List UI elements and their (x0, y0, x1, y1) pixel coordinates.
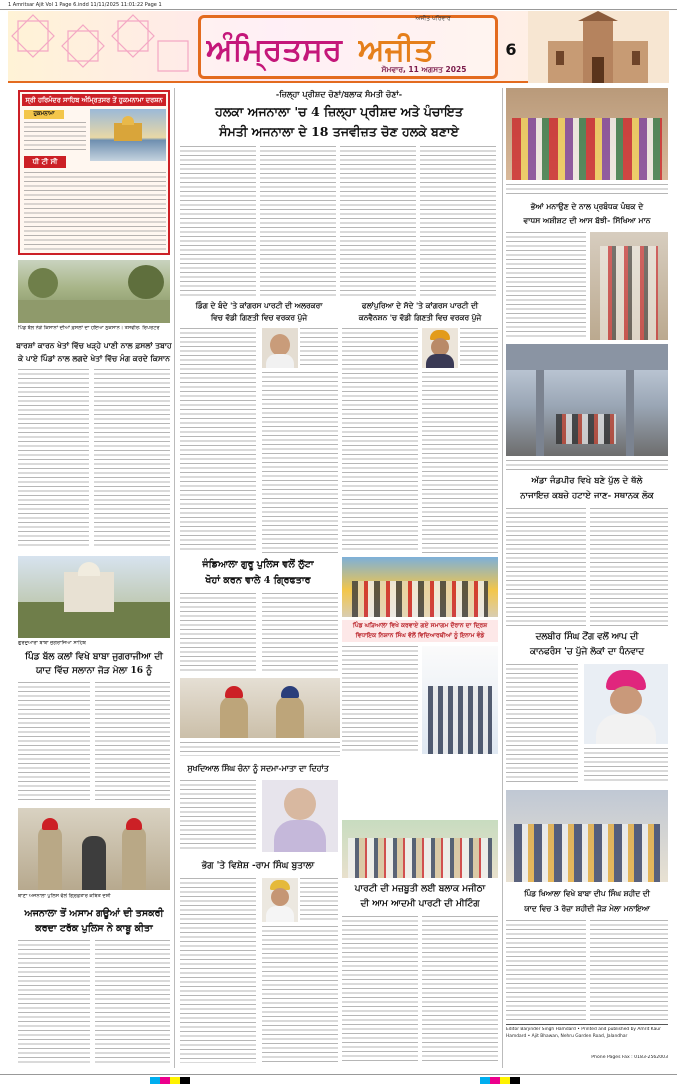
gurdwara-photo (18, 556, 170, 638)
article-column (422, 372, 498, 553)
shirt-shape (274, 820, 326, 852)
masthead-date: ਸੋਮਵਾਰ, 11 ਅਗਸਤ 2025 (381, 65, 467, 74)
headline: ਡਿੰਗ ਦੇ ਬੰਦੇ 'ਤੇ ਕਾਂਗਰਸ ਪਾਰਟੀ ਦੀ ਅਲਰਕਰਾ (195, 301, 323, 310)
crop-rule (0, 1074, 677, 1075)
turban-shape (42, 818, 58, 830)
article-column (180, 328, 256, 553)
photo-caption: ਥਾਣਾ ਅਜਨਾਲਾ ਪੁਲਿਸ ਵੱਲੋਂ ਗ੍ਰਿਫ਼ਤਾਰ ਕਥਿਤ ਦੋਸ਼ੀ (18, 893, 111, 899)
meeting-photo (342, 820, 498, 878)
article-column (506, 920, 586, 1020)
shirt-shape (266, 906, 294, 922)
imprint-text: Editor Barjinder Singh Hamdard • Printed and published by Amrit Kaur Hamdard • Ajit Bhawan, Nehru Garden Road, Jalandhar (506, 1027, 661, 1039)
lead-kicker: -ਜ਼ਿਲ੍ਹਾ ਪ੍ਰੀਸ਼ਦ ਚੋਣਾਂ/ਬਲਾਕ ਸੰਮਤੀ ਚੋਣਾਂ- (275, 89, 403, 99)
article-column (300, 878, 338, 922)
article-column (18, 940, 90, 1065)
person-shape (82, 836, 106, 890)
stage-photo (422, 646, 498, 754)
turban-shape (225, 686, 243, 698)
shirt-shape (266, 354, 294, 368)
hukamnama-text (24, 122, 86, 152)
phone-line: Phone Pages Fax : 0183-2562003 (591, 1055, 668, 1060)
article-column (18, 682, 90, 802)
lead-headline: ਸੰਮਤੀ ਅਜਨਾਲਾ ਦੇ 18 ਤਜਵੀਜ਼ਤ ਚੋਣ ਹਲਕੇ ਬਣਾਏ (219, 124, 459, 139)
article-column (260, 146, 336, 296)
article-column (262, 372, 338, 553)
portrait-photo (262, 878, 298, 922)
article-column (180, 742, 340, 756)
masthead-city: ਅੰਮ੍ਰਿਤਸਰ (206, 32, 342, 68)
bridge-deck-shape (506, 344, 668, 370)
pillar-shape (626, 370, 634, 456)
article-column (340, 146, 416, 296)
hukamnama-title: ਸ੍ਰੀ ਹਰਿਮੰਦਰ ਸਾਹਿਬ ਅੰਮ੍ਰਿਤਸਰ ਤੋਂ ਹੁਕਮਨਾਮਾ ਦਰਸ਼ਨ (22, 94, 166, 106)
article-column (262, 926, 338, 1063)
headline: ਦੀ ਆਮ ਆਦਮੀ ਪਾਰਟੀ ਦੀ ਮੀਟਿੰਗ (360, 899, 480, 909)
shirt-shape (426, 354, 454, 368)
article-column (94, 369, 170, 549)
headline: ਭੋਆਂ ਮਨਾਉਣ ਦੇ ਨਾਲ ਪ੍ਰਬੰਧਕ ਪੰਥਕ ਦੇ (530, 202, 644, 211)
article-column (342, 916, 418, 1063)
article-column (180, 146, 256, 296)
article-column (342, 646, 418, 754)
tree-shape (28, 268, 58, 298)
hukamnama-box (18, 90, 170, 255)
hukamnama-badge: ਧੀ ਟੀ ਸੀ (24, 156, 66, 168)
photo-caption-lines (506, 460, 668, 470)
article-column (180, 780, 256, 850)
dome-shape (78, 562, 100, 576)
headline: ਬਾਰਸ਼ਾਂ ਕਾਰਨ ਖੇਤਾਂ ਵਿੱਚ ਖੜ੍ਹੇ ਪਾਣੀ ਨਾਲ ਫ਼ਸਲਾਂ ਤਬਾਹ (16, 341, 172, 350)
portrait-photo (262, 328, 298, 368)
police-officers-photo (180, 678, 340, 738)
hukamnama-label: ਹੁਕਮਨਾਮਾ (24, 110, 64, 119)
dome-shape (122, 116, 134, 125)
color-registration-bar (480, 1077, 520, 1084)
headline: ਕੇ ਪਾਏ ਪਿੰਡਾਂ ਨਾਲ ਲਗਦੇ ਖੇਤਾਂ ਵਿੱਚ ਮੰਗ ਕਰਦੇ ਕਿਸਾਨ (18, 354, 170, 363)
column-divider (502, 88, 503, 1068)
color-registration-bar (150, 1077, 190, 1084)
bridge-road-photo (506, 344, 668, 456)
field-ground (18, 300, 170, 323)
masthead-kicker: ਅਜੀਤ ਪਰਿਵਾਰ (415, 15, 451, 22)
crop-rule (0, 9, 677, 10)
page-number: 6 (505, 40, 517, 59)
rally-photo (342, 557, 498, 617)
article-column (422, 916, 498, 1063)
photo-caption-lines (506, 184, 668, 196)
stage-group-shape (428, 686, 492, 754)
headline: ਸੁਖਦਿਆਲ ਸਿੰਘ ਚੰਨਾ ਨੂੰ ਸਦਮਾ-ਮਾਤਾ ਦਾ ਦਿਹਾਂਤ (187, 764, 329, 773)
group-shape (348, 838, 492, 878)
flooded-field-photo (18, 260, 170, 323)
turban-shape (281, 686, 299, 698)
lead-headline: ਹਲਕਾ ਅਜਨਾਲਾ 'ਚ 4 ਜ਼ਿਲ੍ਹਾ ਪ੍ਰੀਸ਼ਦ ਅਤੇ ਪੰਚਾਇਤ (215, 104, 463, 119)
headline: ਦਲਬੀਰ ਸਿੰਘ ਟੌਂਗ ਵਲੋਂ ਆਪ ਦੀ (535, 632, 639, 642)
print-line: 1 Amritsar Ajit Vol 1 Page 6.indd 11/11/2025 11:01:22 Page 1 (8, 2, 162, 8)
portrait-photo (584, 664, 668, 744)
golden-temple-photo (90, 109, 166, 161)
headline: ਕਨਵੈਨਸ਼ਨ 'ਚ ਵੱਡੀ ਗਿਣਤੀ ਵਿਚ ਵਰਕਰ ਪੁੱਜੇ (358, 313, 482, 322)
face-shape (270, 334, 290, 356)
event-banner (342, 620, 498, 642)
headline: ਵਿਚ ਵੱਡੀ ਗਿਣਤੀ ਵਿਚ ਵਰਕਰ ਪੁੱਜੇ (210, 313, 308, 322)
article-column (300, 328, 338, 368)
officer-shape (276, 696, 304, 738)
decorative-pattern-left (8, 11, 198, 83)
article-column (506, 232, 586, 340)
article-column (18, 369, 89, 549)
masthead-paper: ਅਜੀਤ (358, 32, 435, 68)
masthead (8, 11, 669, 83)
headline: ਵਾਧਸ ਅਸ਼ੀਸ਼ਟ ਦੀ ਆਸ ਬੱਝੀ- ਸਿੱਖਿਆ ਮਾਨ (523, 216, 651, 225)
headline: ਯਾਦ ਵਿੱਚ ਸਲਾਨਾ ਜੋੜ ਮੇਲਾ 16 ਨੂੰ (35, 666, 153, 676)
shirt-shape (596, 714, 656, 744)
person-shape (122, 826, 146, 890)
article-column (95, 940, 170, 1065)
headline: ਭੋਗ 'ਤੇ ਵਿਸ਼ੇਸ਼ -ਰਾਮ ਸਿੰਘ ਬੁਤਾਲਾ (201, 861, 315, 871)
crowd-shape (514, 824, 660, 882)
article-column (460, 328, 498, 368)
headline: ਜੰਡਿਆਲਾ ਗੁਰੂ ਪੁਲਿਸ ਵਲੋਂ ਲੁੱਟਾ (202, 559, 314, 570)
headline: ਅੱਡਾ ਜੰਡਪੀਰ ਵਿਖੇ ਬਣੇ ਪੁੱਲ ਦੇ ਥੱਲੇ (531, 476, 643, 486)
heritage-building-illustration (528, 11, 669, 83)
tree-shape (128, 265, 164, 299)
hukamnama-body (24, 172, 166, 250)
crowd-shape (352, 581, 488, 617)
golden-temple-shape (114, 123, 142, 141)
vehicles-shape (556, 414, 616, 444)
portrait-photo (590, 232, 668, 340)
face-shape (610, 686, 642, 714)
headline: ਨਾਜਾਇਜ਼ ਕਬਜ਼ੇ ਹਟਾਏ ਜਾਣ- ਸਥਾਨਕ ਲੋਕ (520, 491, 654, 501)
pillar-shape (536, 370, 544, 456)
headline: ਪਾਰਟੀ ਦੀ ਮਜ਼ਬੂਤੀ ਲਈ ਬਲਾਕ ਮਜੀਠਾ (354, 884, 486, 894)
turban-shape (126, 818, 142, 830)
banner-line: ਵਿਧਾਇਕ ਨਿਸ਼ਾਨ ਸਿੰਘ ਵੱਲੋਂ ਵਿਦਿਆਰਥੀਆਂ ਨੂੰ ਇਨਾਮ ਵੰਡੇ (355, 632, 485, 639)
group-women-photo (506, 88, 668, 180)
article-column (180, 878, 256, 1063)
headline: ਅਜਨਾਲਾ ਤੋਂ ਅਸਾਮ ਗਊਆਂ ਦੀ ਤਸਕਰੀ (24, 908, 164, 919)
photo-caption: ਗੁਰਦੁਆਰਾ ਬਾਬਾ ਜੁਗਰਾਜਿਆ ਸਾਹਿਬ (18, 640, 86, 646)
religious-gathering-photo (506, 790, 668, 882)
person-shape (38, 826, 62, 890)
headline: ਕਾਨਫਰੰਸ 'ਚ ਪੁੱਜੇ ਲੋਕਾਂ ਦਾ ਧੰਨਵਾਦ (529, 647, 645, 657)
imprint-box (506, 1024, 668, 1064)
article-column (342, 328, 418, 553)
face-shape (271, 888, 289, 906)
building-shape (64, 572, 114, 612)
article-column (590, 508, 668, 626)
officer-shape (220, 696, 248, 738)
headline: ਖੋਹਾਂ ਕਰਨ ਵਾਲੇ 4 ਗ੍ਰਿਫਤਾਰ (205, 575, 311, 586)
article-column (584, 748, 668, 784)
article-column (262, 593, 338, 673)
headline: ਯਾਦ ਵਿਚ 3 ਰੋਜ਼ਾ ਸ਼ਹੀਦੀ ਜੋੜ ਮੇਲਾ ਮਨਾਇਆ (524, 904, 650, 913)
people-shape (600, 246, 658, 340)
photo-caption: ਪਿੰਡ ਬੱਲ ਨੇੜੇ ਕਿਸਾਨਾਂ ਦੀਆਂ ਫ਼ਸਲਾਂ ਦਾ ਹੋਇਆ ਨੁਕਸਾਨ। ਤਸਵੀਰ: ਰਿਪੋਰਟਰ (18, 325, 160, 331)
headline: ਫਲਾਂਪੁਰਿਆ ਦੇ ਸੱਦੇ 'ਤੇ ਕਾਂਗਰਸ ਪਾਰਟੀ ਦੀ (361, 301, 479, 310)
banner-line: ਪਿੰਡ ਘੜਿਆਲਾ ਵਿਖੇ ਕਰਵਾਏ ਗਏ ਸਮਾਗਮ ਦੌਰਾਨ ਦਾ ਦ੍ਰਿਸ਼ (352, 622, 488, 629)
crowd-shape (512, 118, 662, 180)
headline: ਪਿੰਡ ਖਿਆਲਾ ਵਿਖੇ ਬਾਬਾ ਦੀਪ ਸਿੰਘ ਸ਼ਹੀਦ ਦੀ (524, 889, 650, 898)
face-shape (284, 788, 316, 820)
headline: ਕਰਦਾ ਟਰੱਕ ਪੁਲਿਸ ਨੇ ਕਾਬੂ ਕੀਤਾ (35, 923, 153, 934)
article-column (590, 920, 668, 1020)
article-column (420, 146, 496, 296)
portrait-photo (422, 328, 458, 368)
portrait-photo (262, 780, 338, 852)
police-arrest-photo (18, 808, 170, 890)
column-divider (174, 88, 175, 1068)
headline: ਪਿੰਡ ਬੱਲ ਕਲਾਂ ਵਿਖੇ ਬਾਬਾ ਜੁਗਰਾਜੀਆ ਦੀ (25, 652, 163, 662)
article-column (180, 593, 256, 673)
article-column (506, 664, 578, 784)
article-column (506, 508, 586, 626)
article-column (95, 682, 170, 802)
